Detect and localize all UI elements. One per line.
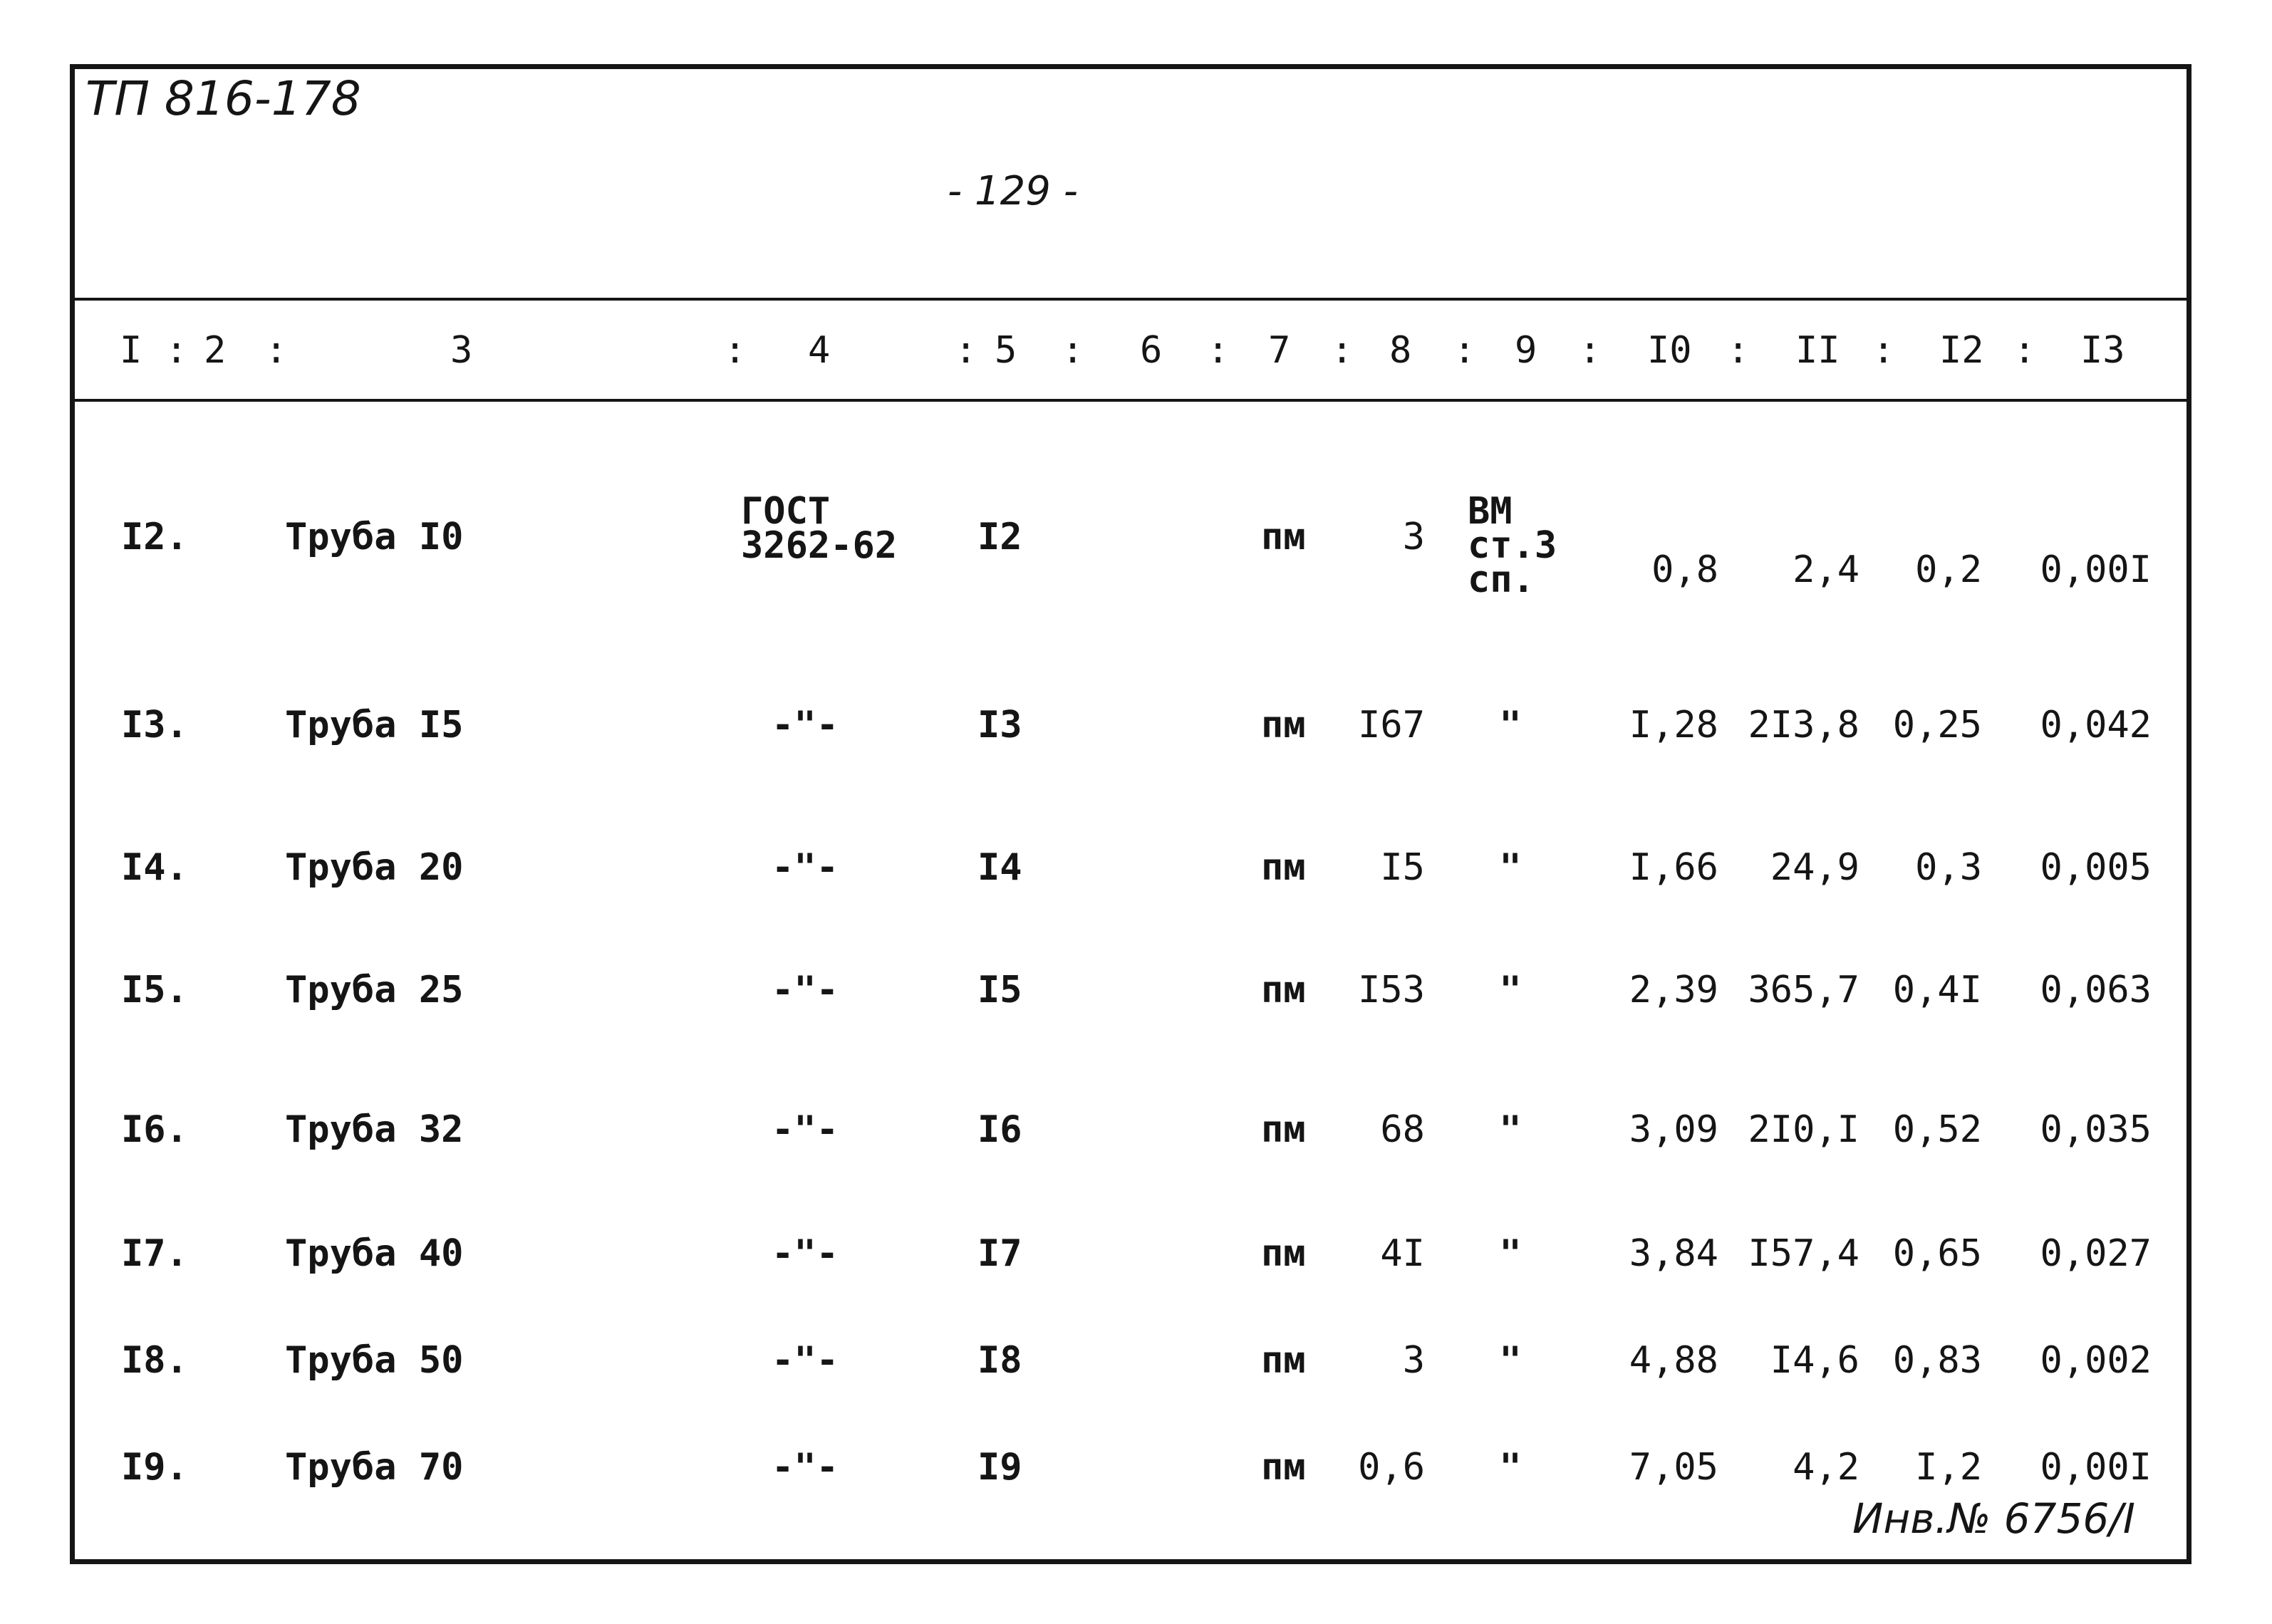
cell-text: 0,00I	[2040, 1446, 2152, 1489]
cell-c13	[2009, 704, 2152, 746]
col-header: I	[120, 329, 142, 372]
cell-text: 7,05	[1629, 1446, 1718, 1489]
cell-text: пм	[1261, 1232, 1306, 1275]
cell-num	[121, 516, 207, 558]
cell-c4	[741, 969, 869, 1011]
cell-name	[285, 969, 655, 1011]
cell-c5	[977, 1232, 1063, 1275]
cell-c5	[977, 969, 1063, 1011]
cell-text: "	[1499, 704, 1522, 746]
cell-c13	[2009, 846, 2152, 889]
cell-c13	[2009, 548, 2152, 591]
cell-name	[285, 846, 655, 889]
cell-qty	[1339, 704, 1425, 746]
cell-c5	[977, 846, 1063, 889]
col-separator: :	[1062, 329, 1084, 372]
cell-text: I4,6	[1770, 1339, 1859, 1382]
cell-num	[121, 1339, 207, 1382]
cell-text: 365,7	[1748, 969, 1859, 1011]
cell-unit	[1261, 1446, 1325, 1489]
cell-text: I2	[977, 516, 1022, 558]
cell-text: 3	[1402, 516, 1425, 558]
cell-c12	[1867, 1108, 1982, 1151]
cell-text: I7	[977, 1232, 1022, 1275]
cell-text: -"-	[772, 1108, 839, 1151]
cell-text: Труба 20	[285, 846, 464, 889]
cell-text: 0,4I	[1892, 969, 1982, 1011]
col-header: 3	[450, 329, 473, 372]
cell-text: I6	[977, 1108, 1022, 1151]
cell-text: I4	[977, 846, 1022, 889]
cell-unit	[1261, 1232, 1325, 1275]
cell-text: I4.	[121, 846, 188, 889]
header-top-rule	[70, 298, 2191, 301]
cell-name	[285, 1232, 655, 1275]
cell-c11	[1724, 1446, 1859, 1489]
cell-text: I,28	[1629, 704, 1718, 746]
cell-c12	[1867, 1232, 1982, 1275]
cell-text: I3	[977, 704, 1022, 746]
col-header: 6	[1140, 329, 1163, 372]
cell-text: 0,6	[1358, 1446, 1425, 1489]
cell-text: I7.	[121, 1232, 188, 1275]
cell-text: 2,4	[1793, 548, 1859, 591]
cell-text: 2,39	[1629, 969, 1718, 1011]
cell-text: 3,84	[1629, 1232, 1718, 1275]
cell-text: ст.3	[1468, 524, 1557, 567]
cell-c10	[1596, 846, 1718, 889]
cell-text: "	[1499, 1339, 1522, 1382]
cell-text: Труба I5	[285, 704, 464, 746]
cell-text: 0,002	[2040, 1339, 2152, 1382]
cell-c10	[1596, 1339, 1718, 1382]
cell-text: I9.	[121, 1446, 188, 1489]
cell-c13	[2009, 1339, 2152, 1382]
cell-c4	[741, 490, 940, 567]
cell-name	[285, 1108, 655, 1151]
cell-text: I9	[977, 1446, 1022, 1489]
col-header: 4	[808, 329, 831, 372]
cell-text: 0,25	[1892, 704, 1982, 746]
col-header: II	[1795, 329, 1840, 372]
cell-text: -"-	[772, 1446, 839, 1489]
cell-unit	[1261, 969, 1325, 1011]
cell-c9	[1468, 969, 1553, 1011]
cell-text: I53	[1358, 969, 1425, 1011]
cell-c11	[1724, 704, 1859, 746]
col-separator: :	[2013, 329, 2036, 372]
cell-c12	[1867, 548, 1982, 591]
cell-text: Труба 40	[285, 1232, 464, 1275]
cell-qty	[1339, 1339, 1425, 1382]
cell-text: I8.	[121, 1339, 188, 1382]
cell-c5	[977, 516, 1063, 558]
cell-text: 0,83	[1892, 1339, 1982, 1382]
cell-unit	[1261, 1108, 1325, 1151]
cell-text: 4I	[1380, 1232, 1425, 1275]
cell-text: 0,063	[2040, 969, 2152, 1011]
cell-c11	[1724, 1232, 1859, 1275]
cell-unit	[1261, 704, 1325, 746]
cell-qty	[1339, 1446, 1425, 1489]
cell-text: пм	[1261, 1339, 1306, 1382]
col-separator: :	[1453, 329, 1476, 372]
cell-text: 0,005	[2040, 846, 2152, 889]
cell-text: I8	[977, 1339, 1022, 1382]
cell-unit	[1261, 846, 1325, 889]
cell-text: Труба I0	[285, 516, 464, 558]
cell-text: 0,2	[1915, 548, 1982, 591]
cell-num	[121, 1232, 207, 1275]
inventory-number: Инв.№ 6756/Ⅰ	[1852, 1494, 2135, 1543]
cell-text: 0,042	[2040, 704, 2152, 746]
cell-c4	[741, 1446, 869, 1489]
cell-qty	[1339, 846, 1425, 889]
cell-text: пм	[1261, 969, 1306, 1011]
cell-text: -"-	[772, 1339, 839, 1382]
cell-qty	[1339, 516, 1425, 558]
cell-text: -"-	[772, 704, 839, 746]
cell-text: 2I3,8	[1748, 704, 1859, 746]
cell-c10	[1596, 969, 1718, 1011]
cell-c9	[1468, 1446, 1553, 1489]
cell-text: 0,035	[2040, 1108, 2152, 1151]
col-header: 7	[1268, 329, 1291, 372]
cell-text: I,2	[1915, 1446, 1982, 1489]
cell-text: 68	[1380, 1108, 1425, 1151]
cell-text: 3,09	[1629, 1108, 1718, 1151]
cell-text: Труба 25	[285, 969, 464, 1011]
cell-unit	[1261, 516, 1325, 558]
cell-c11	[1724, 969, 1859, 1011]
cell-text: 0,3	[1915, 846, 1982, 889]
cell-c9	[1468, 1108, 1553, 1151]
cell-text: 0,8	[1651, 548, 1718, 591]
col-separator: :	[955, 329, 977, 372]
cell-c5	[977, 1339, 1063, 1382]
cell-c9	[1468, 490, 1575, 601]
cell-c11	[1724, 1108, 1859, 1151]
cell-num	[121, 969, 207, 1011]
cell-text: 24,9	[1770, 846, 1859, 889]
cell-text: пм	[1261, 846, 1306, 889]
cell-name	[285, 704, 655, 746]
cell-name	[285, 1446, 655, 1489]
cell-text: Труба 70	[285, 1446, 464, 1489]
cell-num	[121, 704, 207, 746]
cell-c13	[2009, 1232, 2152, 1275]
cell-c9	[1468, 1232, 1553, 1275]
cell-text: Труба 32	[285, 1108, 464, 1151]
cell-text: "	[1499, 969, 1522, 1011]
col-separator: :	[1207, 329, 1230, 372]
cell-qty	[1339, 1108, 1425, 1151]
page-number: - 129 -	[948, 168, 1078, 214]
cell-text: "	[1499, 1446, 1522, 1489]
cell-c12	[1867, 969, 1982, 1011]
col-separator: :	[724, 329, 747, 372]
cell-c4	[741, 704, 869, 746]
cell-c9	[1468, 1339, 1553, 1382]
cell-qty	[1339, 1232, 1425, 1275]
cell-c12	[1867, 1339, 1982, 1382]
cell-text: "	[1499, 846, 1522, 889]
cell-c13	[2009, 1446, 2152, 1489]
cell-text: "	[1499, 1232, 1522, 1275]
cell-text: 0,027	[2040, 1232, 2152, 1275]
col-header: I2	[1939, 329, 1984, 372]
document-code: ТП 816-178	[85, 71, 361, 126]
cell-text: I67	[1358, 704, 1425, 746]
cell-text: 4,88	[1629, 1339, 1718, 1382]
cell-c11	[1724, 548, 1859, 591]
cell-c10	[1596, 1108, 1718, 1151]
cell-c13	[2009, 969, 2152, 1011]
cell-name	[285, 516, 655, 558]
col-separator: :	[1727, 329, 1750, 372]
col-header: I0	[1647, 329, 1692, 372]
cell-text: I5	[977, 969, 1022, 1011]
header-bottom-rule	[70, 399, 2191, 402]
cell-text: I57,4	[1748, 1232, 1859, 1275]
cell-text: 3	[1402, 1339, 1425, 1382]
cell-c10	[1596, 1232, 1718, 1275]
cell-c12	[1867, 704, 1982, 746]
col-header: 8	[1389, 329, 1412, 372]
cell-c13	[2009, 1108, 2152, 1151]
col-header: 9	[1515, 329, 1537, 372]
cell-c4	[741, 1232, 869, 1275]
cell-text: 0,65	[1892, 1232, 1982, 1275]
cell-text: I6.	[121, 1108, 188, 1151]
cell-c4	[741, 846, 869, 889]
cell-num	[121, 1108, 207, 1151]
cell-text: I,66	[1629, 846, 1718, 889]
cell-c5	[977, 1108, 1063, 1151]
cell-text: I2.	[121, 516, 188, 558]
cell-text: -"-	[772, 969, 839, 1011]
cell-c5	[977, 1446, 1063, 1489]
cell-c11	[1724, 1339, 1859, 1382]
cell-text: 4,2	[1793, 1446, 1859, 1489]
col-separator: :	[265, 329, 288, 372]
col-header: 2	[204, 329, 227, 372]
cell-c4	[741, 1339, 869, 1382]
cell-text: сп.	[1468, 558, 1535, 601]
cell-text: пм	[1261, 516, 1306, 558]
col-separator: :	[1331, 329, 1354, 372]
cell-text: "	[1499, 1108, 1522, 1151]
cell-text: -"-	[772, 846, 839, 889]
col-separator: :	[1579, 329, 1602, 372]
cell-c10	[1596, 548, 1718, 591]
cell-text: I5	[1380, 846, 1425, 889]
cell-text: I5.	[121, 969, 188, 1011]
cell-c12	[1867, 1446, 1982, 1489]
cell-c9	[1468, 846, 1553, 889]
cell-text: 2I0,I	[1748, 1108, 1859, 1151]
col-separator: :	[165, 329, 188, 372]
cell-c4	[741, 1108, 869, 1151]
cell-c10	[1596, 1446, 1718, 1489]
cell-c11	[1724, 846, 1859, 889]
cell-c10	[1596, 704, 1718, 746]
cell-c12	[1867, 846, 1982, 889]
cell-text: I3.	[121, 704, 188, 746]
cell-qty	[1339, 969, 1425, 1011]
cell-c5	[977, 704, 1063, 746]
cell-text: пм	[1261, 1108, 1306, 1151]
cell-text: пм	[1261, 1446, 1306, 1489]
cell-text: пм	[1261, 704, 1306, 746]
col-separator: :	[1872, 329, 1895, 372]
cell-text: 0,52	[1892, 1108, 1982, 1151]
cell-name	[285, 1339, 655, 1382]
cell-text: ГОСТ	[741, 490, 831, 533]
cell-num	[121, 1446, 207, 1489]
cell-text: Труба 50	[285, 1339, 464, 1382]
cell-text: 0,00I	[2040, 548, 2152, 591]
cell-text: 3262-62	[741, 524, 898, 567]
cell-unit	[1261, 1339, 1325, 1382]
col-header: 5	[995, 329, 1017, 372]
cell-num	[121, 846, 207, 889]
cell-c9	[1468, 704, 1553, 746]
cell-text: ВМ	[1468, 490, 1513, 533]
col-header: I3	[2080, 329, 2125, 372]
cell-text: -"-	[772, 1232, 839, 1275]
